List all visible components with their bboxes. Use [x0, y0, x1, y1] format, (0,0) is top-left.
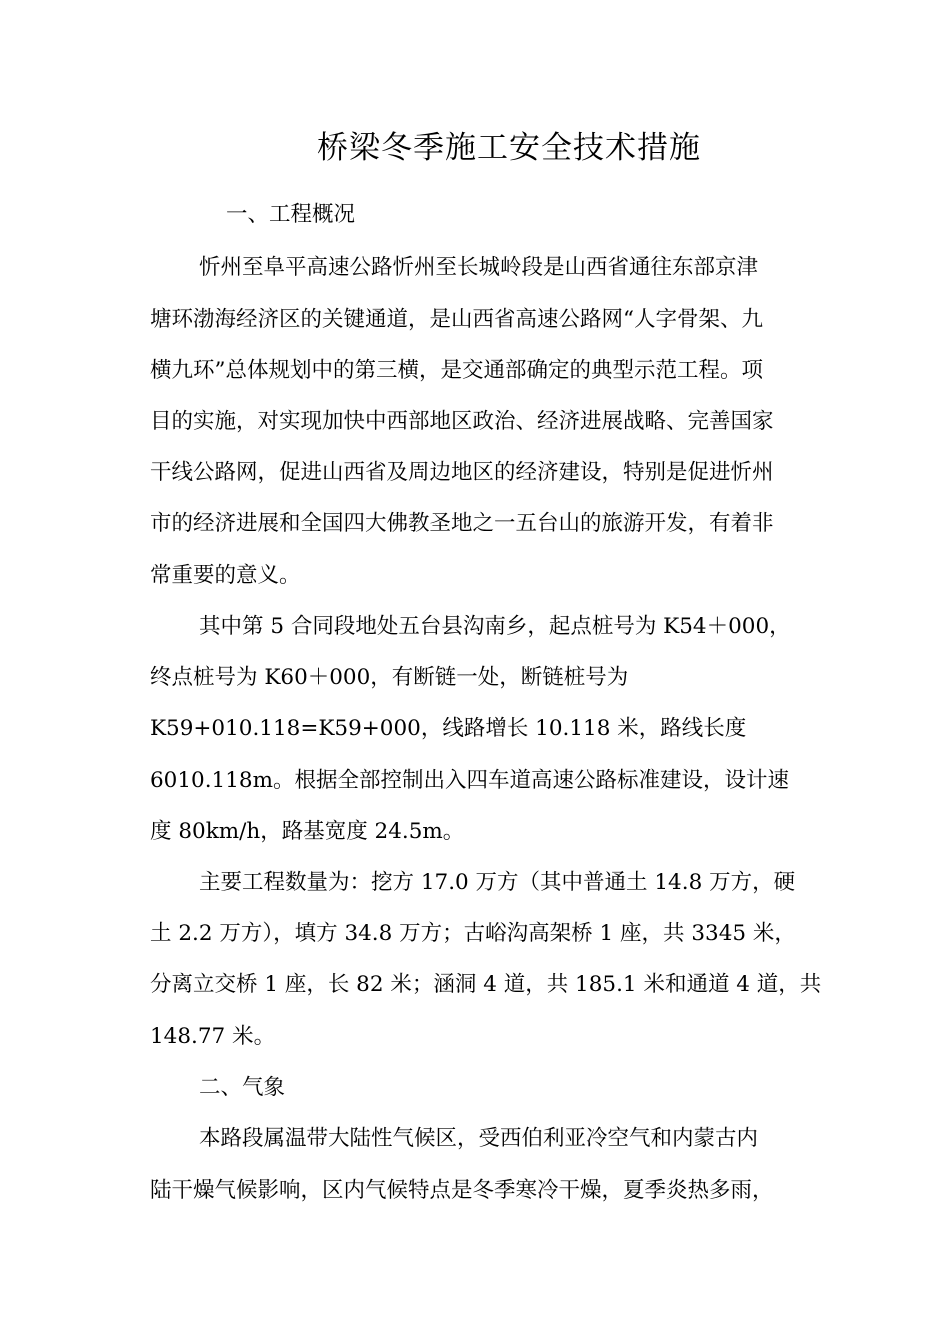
paragraph-line: 其中第 5 合同段地处五台县沟南乡，起点桩号为 K54＋000， [199, 614, 791, 639]
paragraph-line: 常重要的意义。 [150, 563, 301, 588]
paragraph-line: 6010.118m。根据全部控制出入四车道高速公路标准建设，设计速 [150, 768, 789, 793]
section-heading-overview: 一、工程概况 [226, 202, 356, 227]
paragraph-line: 148.77 米。 [150, 1024, 276, 1049]
paragraph-line: 终点桩号为 K60＋000，有断链一处，断链桩号为 [150, 665, 629, 690]
paragraph-line: 土 2.2 万方），填方 34.8 万方；古峪沟高架桥 1 座，共 3345 米， [150, 921, 796, 946]
paragraph-line: 度 80km/h，路基宽度 24.5m。 [150, 819, 465, 844]
paragraph-line: 目的实施，对实现加快中西部地区政治、经济进展战略、完善国家 [150, 409, 774, 434]
paragraph-line: 横九环”总体规划中的第三横，是交通部确定的典型示范工程。项 [150, 358, 763, 383]
document-title: 桥梁冬季施工安全技术措施 [317, 130, 701, 166]
paragraph-line: 市的经济进展和全国四大佛教圣地之一五台山的旅游开发，有着非 [150, 511, 774, 536]
paragraph-line: 主要工程数量为：挖方 17.0 万方（其中普通土 14.8 万方，硬 [199, 870, 796, 895]
paragraph-line: 陆干燥气候影响，区内气候特点是冬季寒冷干燥，夏季炎热多雨， [150, 1178, 774, 1203]
paragraph-line: 忻州至阜平高速公路忻州至长城岭段是山西省通往东部京津 [199, 255, 759, 280]
paragraph-line: 本路段属温带大陆性气候区，受西伯利亚冷空气和内蒙古内 [199, 1126, 759, 1151]
paragraph-line: 分离立交桥 1 座，长 82 米；涵洞 4 道，共 185.1 米和通道 4 道，共 [150, 972, 822, 997]
section-heading-weather: 二、气象 [199, 1075, 286, 1100]
paragraph-line: 塘环渤海经济区的关键通道，是山西省高速公路网“人字骨架、九 [150, 307, 763, 332]
paragraph-line: K59+010.118=K59+000，线路增长 10.118 米，路线长度 [150, 716, 747, 741]
paragraph-line: 干线公路网，促进山西省及周边地区的经济建设，特别是促进忻州 [150, 460, 774, 485]
